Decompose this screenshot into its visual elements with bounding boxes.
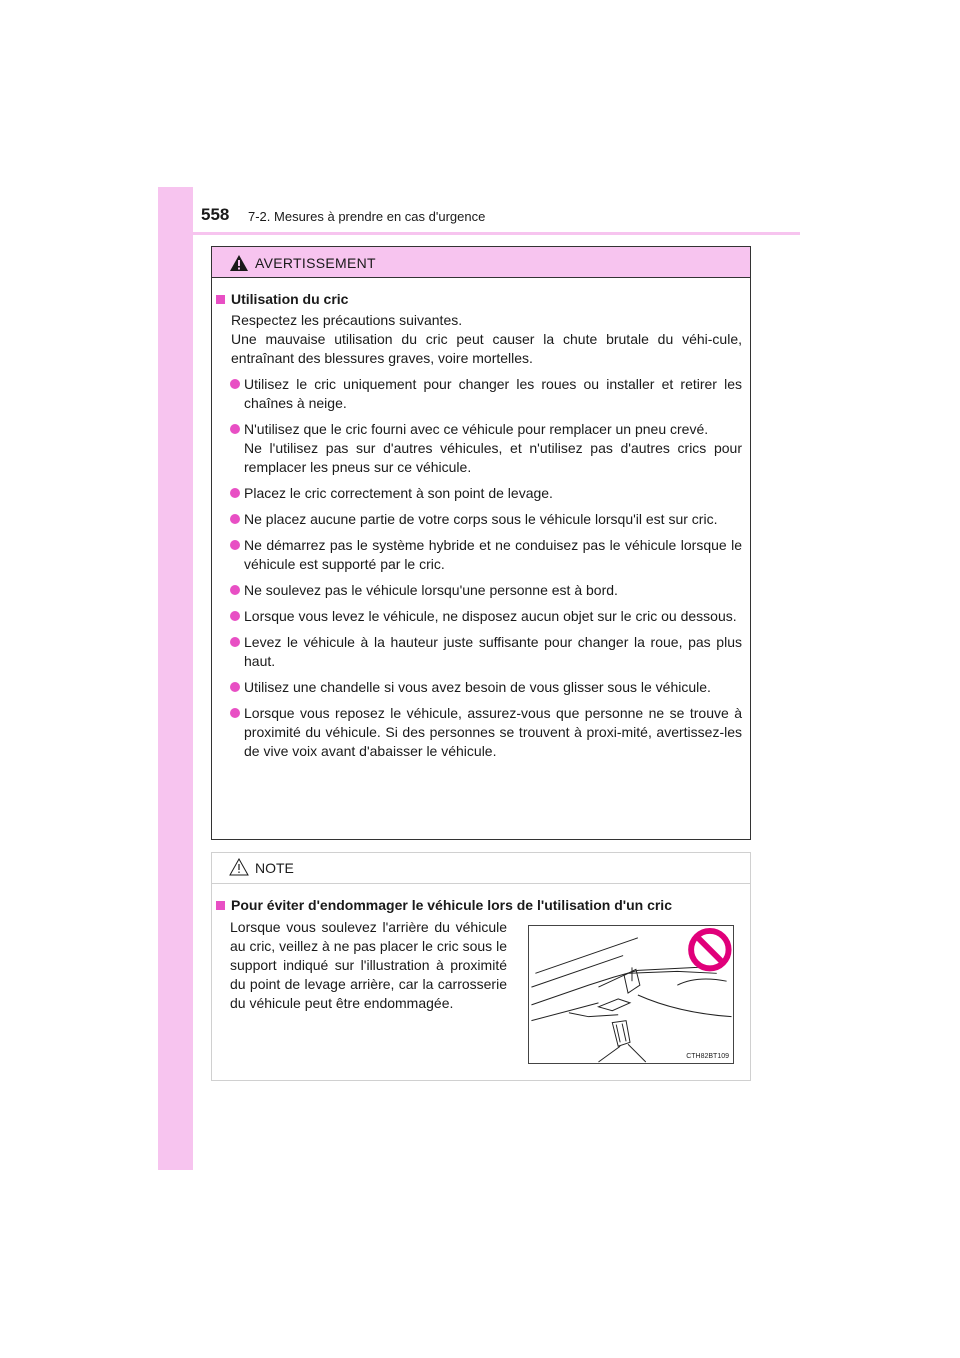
note-header (212, 853, 750, 884)
jack-illustration-drawing (529, 926, 733, 1063)
prohibited-sign-icon (691, 931, 728, 968)
bullet-dot-icon (230, 379, 240, 389)
square-bullet-icon (216, 901, 225, 910)
list-item-text: Lorsque vous levez le véhicule, ne disposez aucun objet sur le cric ou dessous. (244, 608, 737, 624)
page-number: 558 (201, 205, 230, 224)
bullet-dot-icon (230, 708, 240, 718)
list-item-text: Utilisez le cric uniquement pour changer les roues ou installer et retirer les chaînes à neige. (244, 376, 742, 411)
list-item (216, 375, 742, 413)
list-item (216, 581, 742, 600)
chapter-side-band (158, 187, 193, 1170)
bullet-dot-icon (230, 514, 240, 524)
warning-header (212, 247, 750, 278)
list-item (216, 633, 742, 671)
note-section-title-text: Pour éviter d'endommager le véhicule lors de l'utilisation d'un cric (231, 897, 672, 913)
warning-label: AVERTISSEMENT (255, 255, 376, 271)
header-divider (158, 232, 800, 235)
bullet-dot-icon (230, 424, 240, 434)
square-bullet-icon (216, 295, 225, 304)
list-item-text: Levez le véhicule à la hauteur juste suffisante pour changer la roue, pas plus haut. (244, 634, 742, 669)
list-item (216, 536, 742, 574)
bullet-dot-icon (230, 540, 240, 550)
list-item-text: Placez le cric correctement à son point de levage. (244, 485, 553, 501)
list-item (216, 704, 742, 761)
jack-illustration (528, 925, 734, 1064)
warning-intro-1: Respectez les précautions suivantes. (231, 312, 463, 328)
bullet-dot-icon (230, 637, 240, 647)
section-header-title: 7-2. Mesures à prendre en cas d'urgence (248, 209, 486, 224)
warning-body (212, 279, 750, 839)
list-item (216, 678, 742, 697)
warning-intro-2: Une mauvaise utilisation du cric peut causer la chute brutale du véhi-cule, entraînant des blessures graves, voire mortelles. (231, 331, 742, 366)
note-label: NOTE (255, 860, 294, 876)
bullet-dot-icon (230, 488, 240, 498)
list-item-text: Utilisez une chandelle si vous avez besoin de vous glisser sous le véhicule. (244, 679, 711, 695)
warning-section-title (216, 289, 742, 309)
list-item-text: N'utilisez que le cric fourni avec ce véhicule pour remplacer un pneu crevé. (244, 421, 709, 437)
list-item (216, 484, 742, 503)
warning-bullet-list (216, 375, 742, 761)
note-text: Lorsque vous soulevez l'arrière du véhicule au cric, veillez à ne pas placer le cric sous le support indiqué sur l'illustration à proximité du point de levage arrière, car la carrosserie du véhicule peut être endommagée. (230, 919, 507, 1011)
list-item-text: Ne placez aucune partie de votre corps sous le véhicule lorsqu'il est sur cric. (244, 511, 718, 527)
list-item-text: Ne démarrez pas le système hybride et ne conduisez pas le véhicule lorsque le véhicule est supporté par le cric. (244, 537, 742, 572)
warning-triangle-icon (229, 254, 249, 272)
list-item-text: Ne soulevez pas le véhicule lorsqu'une personne est à bord. (244, 582, 618, 598)
caution-outline-triangle-icon (229, 858, 249, 876)
list-item-text: Ne l'utilisez pas sur d'autres véhicules, et n'utilisez pas d'autres crics pour remplacer les pneus sur ce véhicule. (244, 440, 742, 475)
list-item (216, 510, 742, 529)
list-item-text: Lorsque vous reposez le véhicule, assurez-vous que personne ne se trouve à proximité du véhicule. Si des personnes se trouvent à proxi-mité, avertissez-les de vive voix avant d'abaisser le véhicule. (244, 705, 742, 759)
note-section-title (216, 895, 742, 915)
list-item (216, 607, 742, 626)
list-item (216, 420, 742, 477)
warning-section-title-text: Utilisation du cric (231, 291, 349, 307)
bullet-dot-icon (230, 682, 240, 692)
bullet-dot-icon (230, 611, 240, 621)
figure-code: CTH82BT109 (686, 1053, 729, 1060)
bullet-dot-icon (230, 585, 240, 595)
warning-box (211, 246, 751, 840)
note-box (211, 852, 751, 1081)
